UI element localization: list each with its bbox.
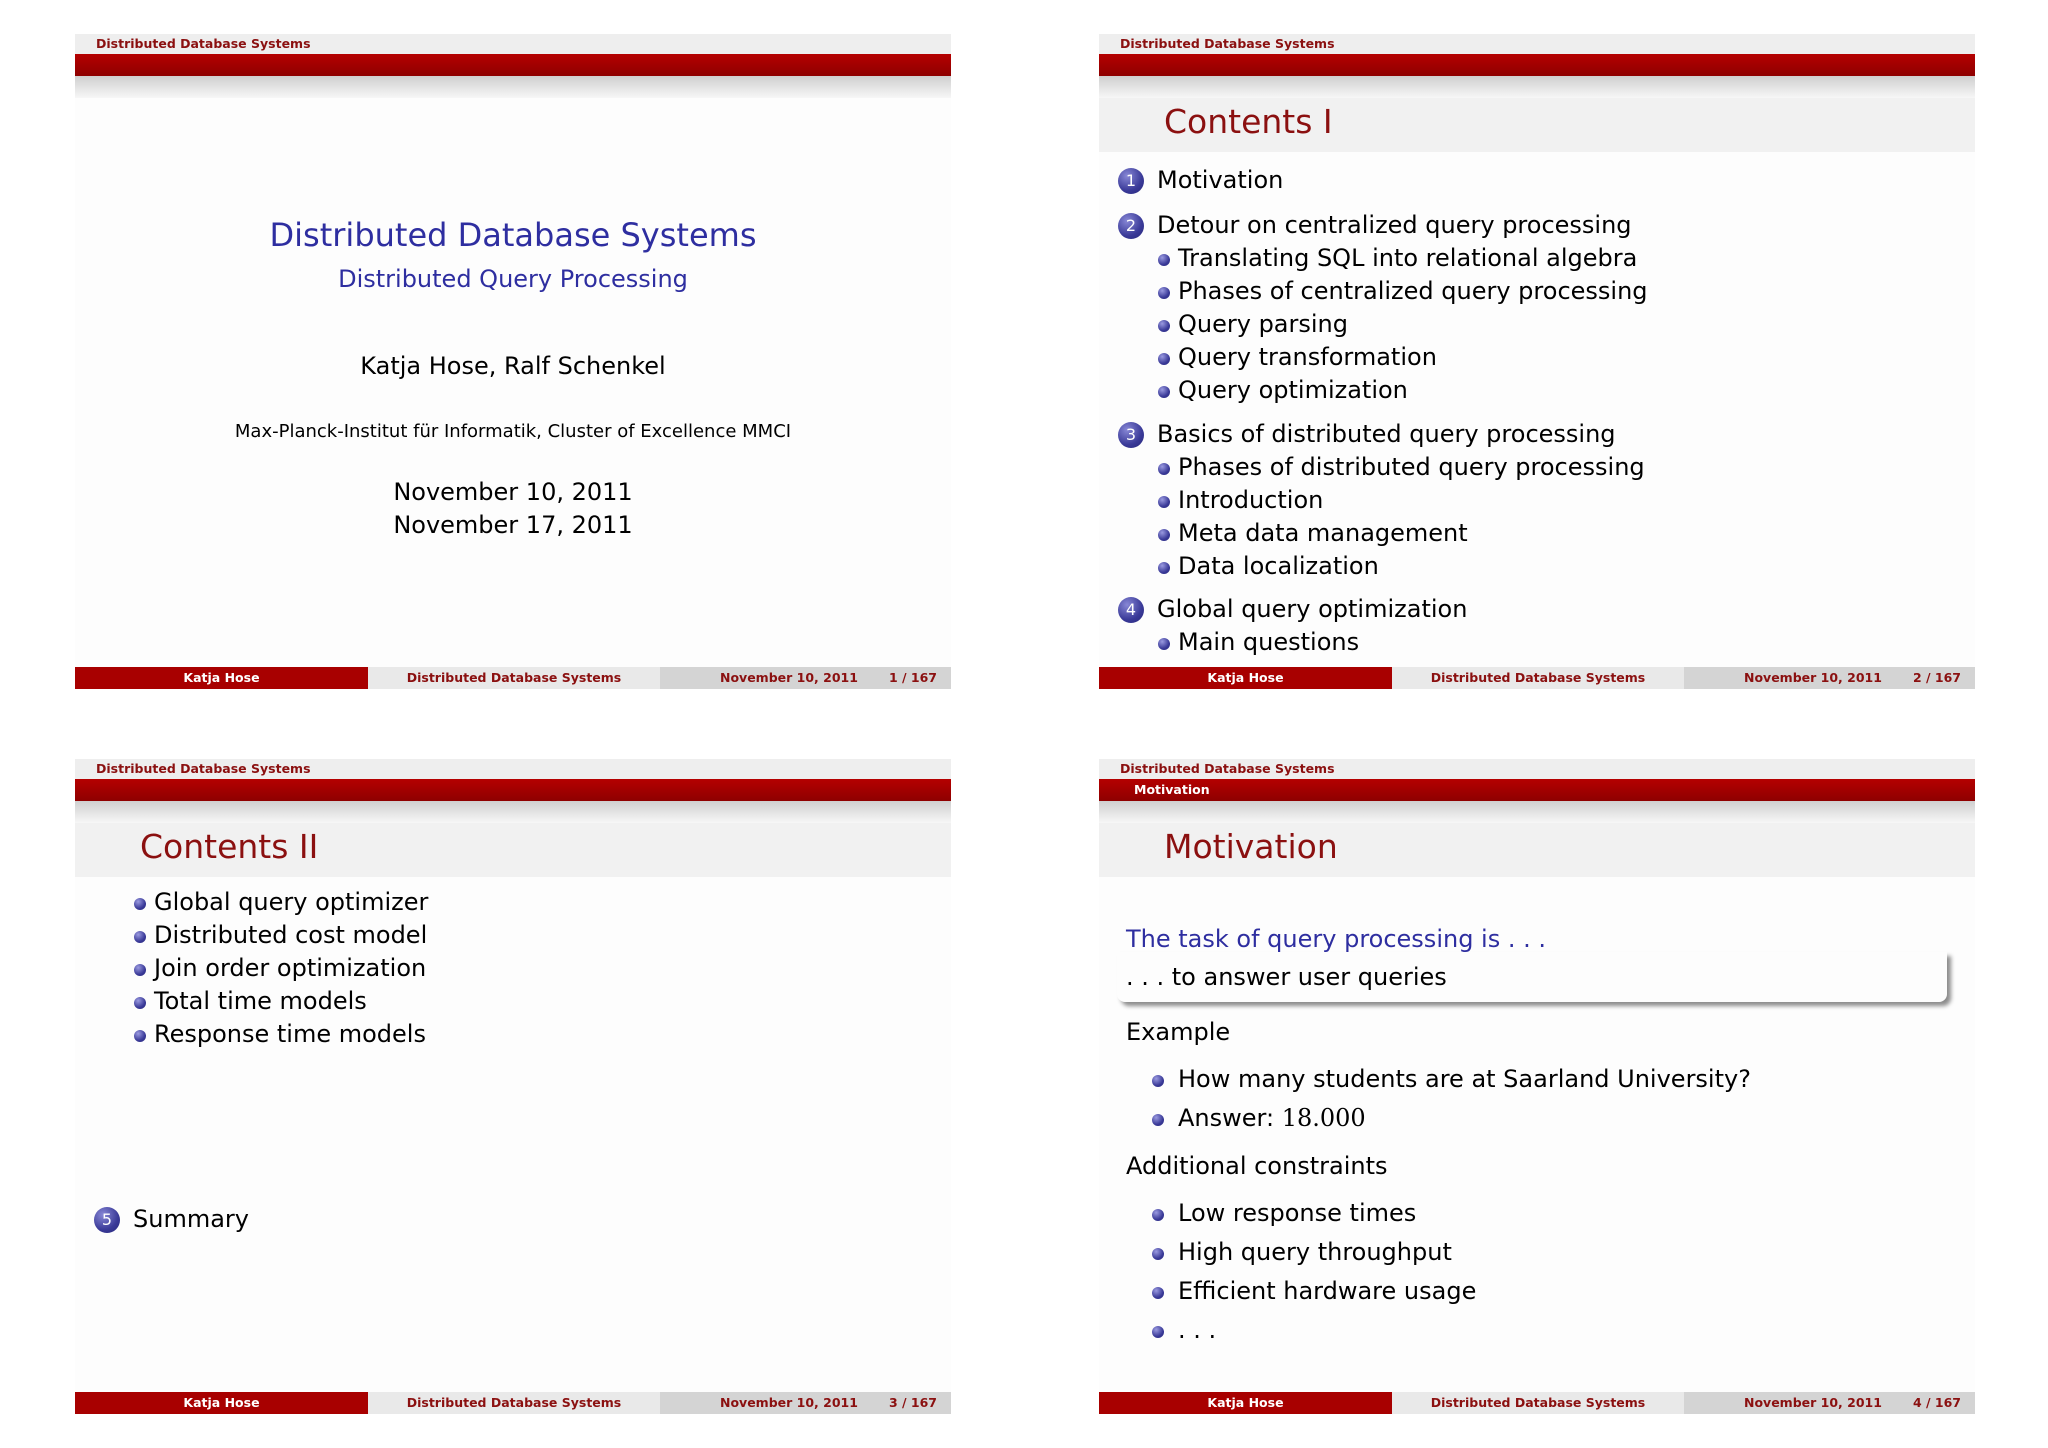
- constraint-item-label: Low response times: [1178, 1199, 1417, 1227]
- bullet-icon: [1152, 1326, 1164, 1338]
- toc-section-label: Detour on centralized query processing: [1157, 211, 1632, 239]
- toc-subsection-label: Join order optimization: [154, 954, 427, 982]
- toc-subsection-label: Meta data management: [1178, 519, 1468, 547]
- footer-title: Distributed Database Systems: [1392, 1392, 1684, 1414]
- footer-title: Distributed Database Systems: [368, 667, 660, 689]
- section-number-ball: 4: [1118, 597, 1144, 623]
- presentation-subtitle: Distributed Query Processing: [338, 265, 688, 293]
- bullet-icon: [134, 1030, 146, 1042]
- footer-title: Distributed Database Systems: [1392, 667, 1684, 689]
- footer-page-number: 2 / 167: [1912, 670, 1961, 685]
- institute: Max-Planck-Institut für Informatik, Cluster of Excellence MMCI: [234, 421, 792, 442]
- header-bar: [1099, 779, 1975, 801]
- section-number-ball: 3: [1118, 422, 1144, 448]
- slide-contents-2: [75, 759, 951, 1414]
- frame-title: Motivation: [1164, 827, 1338, 866]
- frame-title: Contents II: [140, 827, 319, 866]
- example-item-label: [1178, 1104, 1366, 1132]
- date-2: November 17, 2011: [393, 511, 633, 539]
- block-title: The task of query processing is . . .: [1126, 925, 1546, 953]
- bullet-icon: [1158, 320, 1170, 332]
- footer-page-number: 3 / 167: [888, 1395, 937, 1410]
- bullet-icon: [1158, 254, 1170, 266]
- constraint-item-label: High query throughput: [1178, 1238, 1452, 1266]
- bullet-icon: [1152, 1114, 1164, 1126]
- toc-subsection-label: Introduction: [1178, 486, 1324, 514]
- bullet-icon: [134, 898, 146, 910]
- footer-author: Katja Hose: [1099, 667, 1392, 689]
- toc-subsection-label: Translating SQL into relational algebra: [1178, 244, 1638, 272]
- header-title: Distributed Database Systems: [96, 761, 311, 776]
- toc-subsection-label: Global query optimizer: [154, 888, 429, 916]
- header-section-label: Motivation: [1134, 782, 1210, 797]
- footer-title: Distributed Database Systems: [368, 1392, 660, 1414]
- toc-subsection-label: Phases of centralized query processing: [1178, 277, 1648, 305]
- footer: [75, 1392, 951, 1414]
- bullet-icon: [1158, 496, 1170, 508]
- footer-date-page: [1684, 1392, 1975, 1414]
- footer: [75, 667, 951, 689]
- header-title: Distributed Database Systems: [1120, 36, 1335, 51]
- block-body: . . . to answer user queries: [1126, 963, 1447, 991]
- section-number-ball: 1: [1118, 168, 1144, 194]
- toc-section-label: Summary: [133, 1205, 249, 1233]
- footer: [1099, 1392, 1975, 1414]
- example-item-label: How many students are at Saarland University?: [1178, 1065, 1751, 1093]
- toc-subsection-label: Phases of distributed query processing: [1178, 453, 1645, 481]
- section-number-ball: 5: [94, 1207, 120, 1233]
- toc-subsection-label: Total time models: [154, 987, 367, 1015]
- toc-subsection-label: Response time models: [154, 1020, 426, 1048]
- frame-title: Contents I: [1164, 102, 1333, 141]
- footer-author: Katja Hose: [1099, 1392, 1392, 1414]
- toc-section-label: Motivation: [1157, 166, 1284, 194]
- toc-section-label: Basics of distributed query processing: [1157, 420, 1616, 448]
- bullet-icon: [1158, 386, 1170, 398]
- section-number-ball: 2: [1118, 213, 1144, 239]
- toc-subsection-label: Query optimization: [1178, 376, 1408, 404]
- header-title: Distributed Database Systems: [96, 36, 311, 51]
- header-title: Distributed Database Systems: [1120, 761, 1335, 776]
- footer-date: November 10, 2011: [1744, 670, 1882, 685]
- header-bar: [75, 54, 951, 76]
- footer-author: Katja Hose: [75, 1392, 368, 1414]
- example-label: Example: [1126, 1018, 1231, 1046]
- bullet-icon: [1158, 353, 1170, 365]
- bullet-icon: [1158, 638, 1170, 650]
- bullet-icon: [134, 931, 146, 943]
- footer-page-number: 4 / 167: [1912, 1395, 1961, 1410]
- header-bar: [75, 779, 951, 801]
- footer-page-number: 1 / 167: [888, 670, 937, 685]
- bullet-icon: [1152, 1075, 1164, 1087]
- bullet-icon: [1158, 287, 1170, 299]
- toc-section-label: Global query optimization: [1157, 595, 1468, 623]
- toc-subsection-label: Data localization: [1178, 552, 1379, 580]
- header-shadow: [75, 76, 951, 98]
- footer-date-page: [660, 667, 951, 689]
- toc-subsection-label: Query parsing: [1178, 310, 1348, 338]
- footer-date-page: [1684, 667, 1975, 689]
- bullet-icon: [1152, 1287, 1164, 1299]
- bullet-icon: [1152, 1248, 1164, 1260]
- slide-title: [75, 34, 951, 689]
- header-shadow: [1099, 801, 1975, 823]
- bullet-icon: [134, 964, 146, 976]
- footer-date-page: [660, 1392, 951, 1414]
- slide-motivation: [1099, 759, 1975, 1414]
- header-shadow: [1099, 76, 1975, 98]
- answer-label: Answer:: [1178, 1104, 1275, 1132]
- bullet-icon: [1158, 463, 1170, 475]
- footer: [1099, 667, 1975, 689]
- footer-date: November 10, 2011: [720, 670, 858, 685]
- answer-value: 18.000: [1281, 1104, 1366, 1132]
- header-bar: [1099, 54, 1975, 76]
- date-1: November 10, 2011: [393, 478, 633, 506]
- toc-subsection-label: Distributed cost model: [154, 921, 428, 949]
- constraint-item-label: Efficient hardware usage: [1178, 1277, 1477, 1305]
- presentation-title: Distributed Database Systems: [269, 216, 757, 254]
- constraints-label: Additional constraints: [1126, 1152, 1388, 1180]
- footer-author: Katja Hose: [75, 667, 368, 689]
- toc-subsection-label: Query transformation: [1178, 343, 1437, 371]
- slide-contents-1: [1099, 34, 1975, 689]
- authors: Katja Hose, Ralf Schenkel: [360, 352, 666, 380]
- toc-subsection-label: Main questions: [1178, 628, 1360, 656]
- bullet-icon: [1158, 562, 1170, 574]
- constraint-item-label: . . .: [1178, 1316, 1217, 1344]
- header-shadow: [75, 801, 951, 823]
- bullet-icon: [1152, 1209, 1164, 1221]
- footer-date: November 10, 2011: [720, 1395, 858, 1410]
- footer-date: November 10, 2011: [1744, 1395, 1882, 1410]
- bullet-icon: [134, 997, 146, 1009]
- bullet-icon: [1158, 529, 1170, 541]
